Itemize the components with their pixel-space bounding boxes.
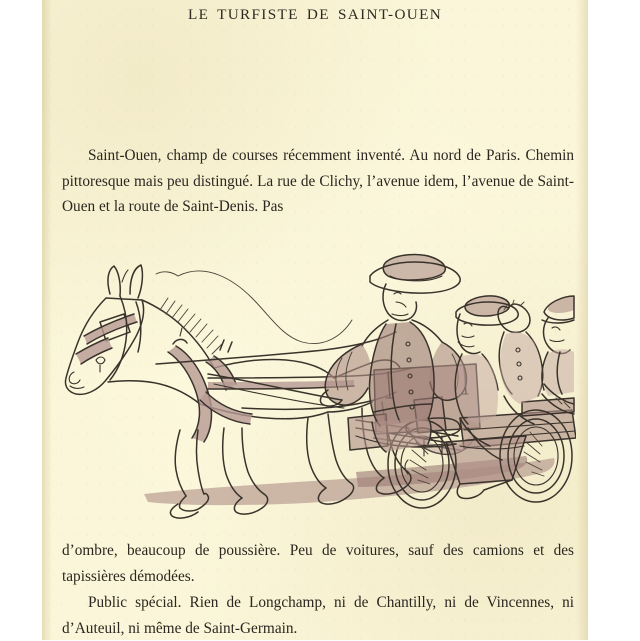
page-title: LE TURFISTE DE SAINT-OUEN [187, 6, 443, 23]
body-paragraph-3: Public spécial. Rien de Longchamp, ni de Chantilly, ni de Vincennes, ni d’Auteuil, ni même de Saint-Germain. [62, 594, 574, 637]
illustration-horse-and-carriage [56, 232, 576, 532]
horse-mane [160, 298, 223, 354]
page-content [42, 0, 588, 640]
body-paragraph-2: d’ombre, beaucoup de poussière. Peu de voitures, sauf des camions et des tapissières démodées. [62, 542, 574, 585]
passenger-woman-bonnet [542, 296, 574, 414]
body-paragraph-1: Saint-Ouen, champ de courses récemment inventé. Au nord de Paris. Chemin pittoresque mais peu distingué. La rue de Clichy, l’avenue idem, l’avenue de Saint-Ouen et la route de Saint-Denis. Pas [62, 147, 574, 216]
